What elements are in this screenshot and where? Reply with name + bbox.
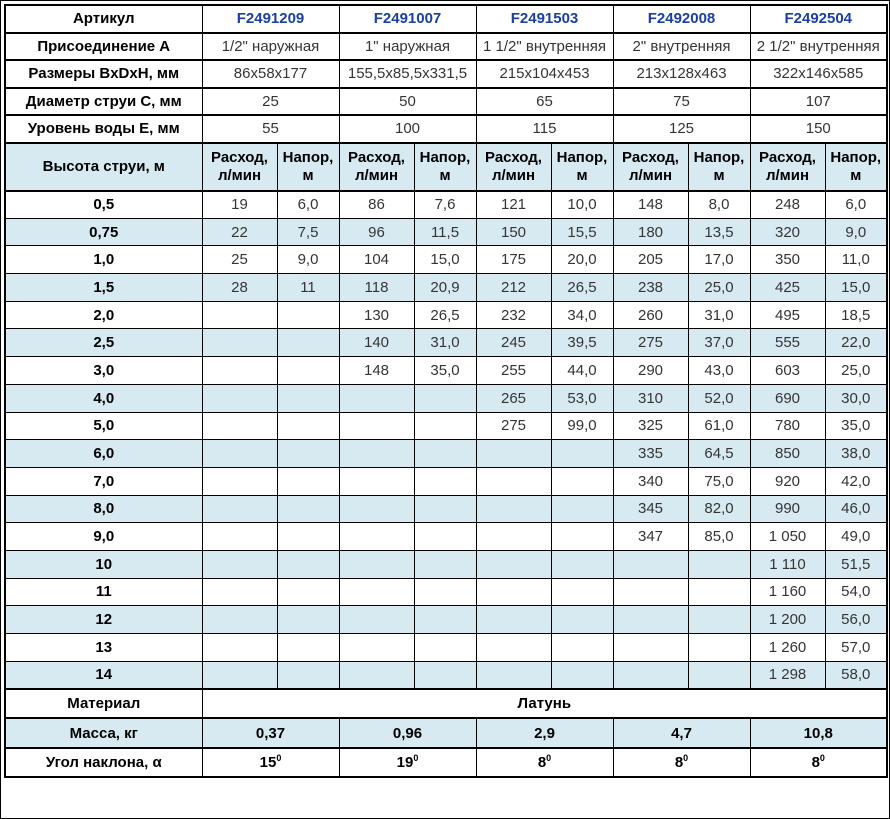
dimensions-value: 322x146x585 [750,60,887,88]
flow-cell: 275 [613,329,688,357]
mass-value: 10,8 [750,718,887,748]
flow-cell [202,578,277,606]
head-cell [277,467,339,495]
flow-column-header: Расход, л/мин [750,143,825,191]
flow-cell [476,606,551,634]
angle-value: $19^0$ [339,748,476,778]
jet-diameter-value: 65 [476,88,613,116]
connection-row-label: Присоединение A [5,33,202,61]
flow-column-header: Расход, л/мин [339,143,414,191]
dimensions-value: 215x104x453 [476,60,613,88]
column-header-row [5,143,887,191]
head-cell: 11,5 [414,218,476,246]
head-cell: 18,5 [825,301,887,329]
head-column-header: Напор, м [551,143,613,191]
flow-cell [202,467,277,495]
jet-height-value: 2,5 [5,329,202,357]
flow-cell: 1 050 [750,523,825,551]
jet-height-value: 4,0 [5,384,202,412]
flow-cell [476,661,551,689]
head-cell: 37,0 [688,329,750,357]
flow-cell [339,440,414,468]
jet-height-value: 7,0 [5,467,202,495]
head-cell [551,550,613,578]
flow-cell [613,606,688,634]
flow-cell [202,440,277,468]
head-column-header: Напор, м [825,143,887,191]
flow-cell: 425 [750,274,825,302]
head-cell: 25,0 [688,274,750,302]
flow-cell: 340 [613,467,688,495]
flow-cell: 212 [476,274,551,302]
connection-value: 1/2" наружная [202,33,339,61]
flow-cell: 205 [613,246,688,274]
head-cell [551,661,613,689]
jet-height-value: 8,0 [5,495,202,523]
head-cell [414,467,476,495]
jet-height-value: 1,5 [5,274,202,302]
flow-cell [339,550,414,578]
head-cell: 39,5 [551,329,613,357]
head-cell: 26,5 [551,274,613,302]
flow-cell: 265 [476,384,551,412]
head-cell [277,578,339,606]
flow-cell: 350 [750,246,825,274]
flow-cell: 180 [613,218,688,246]
jet-diameter-value: 75 [613,88,750,116]
head-cell: 25,0 [825,357,887,385]
flow-cell [202,412,277,440]
head-column-header: Напор, м [414,143,476,191]
flow-cell: 96 [339,218,414,246]
flow-cell: 86 [339,191,414,219]
article-number: F2492504 [750,5,887,33]
head-cell: 51,5 [825,550,887,578]
jet-height-value: 2,0 [5,301,202,329]
mass-row-label: Масса, кг [5,718,202,748]
jet-height-value: 13 [5,634,202,662]
data-row [5,523,887,551]
material-row-label: Материал [5,689,202,719]
flow-cell [339,634,414,662]
jet-height-value: 10 [5,550,202,578]
head-cell: 11 [277,274,339,302]
flow-cell [202,357,277,385]
head-cell: 15,5 [551,218,613,246]
head-cell [277,495,339,523]
jet-height-value: 5,0 [5,412,202,440]
head-cell [688,661,750,689]
water-level-value: 55 [202,115,339,143]
flow-cell: 290 [613,357,688,385]
head-cell: 53,0 [551,384,613,412]
head-cell [414,634,476,662]
head-cell [414,523,476,551]
head-cell [551,440,613,468]
flow-cell [339,412,414,440]
mass-value: 2,9 [476,718,613,748]
article-number: F2492008 [613,5,750,33]
jet-diameter-row-label: Диаметр струи C, мм [5,88,202,116]
head-cell: 31,0 [688,301,750,329]
flow-cell [476,440,551,468]
jet-height-value: 0,75 [5,218,202,246]
head-cell [551,495,613,523]
head-cell: 38,0 [825,440,887,468]
flow-cell [613,550,688,578]
connection-value: 2" внутренняя [613,33,750,61]
flow-cell: 150 [476,218,551,246]
mass-value: 0,96 [339,718,476,748]
flow-cell: 920 [750,467,825,495]
dimensions-value: 86x58x177 [202,60,339,88]
flow-cell: 690 [750,384,825,412]
flow-head-data-block [5,191,887,689]
flow-cell: 238 [613,274,688,302]
flow-cell: 25 [202,246,277,274]
flow-cell [339,606,414,634]
angle-value: $15^0$ [202,748,339,778]
connection-value: 1 1/2" внутренняя [476,33,613,61]
head-cell: 22,0 [825,329,887,357]
head-cell: 9,0 [277,246,339,274]
angle-value: $8^0$ [750,748,887,778]
flow-cell [339,523,414,551]
head-cell: 20,0 [551,246,613,274]
flow-cell [476,467,551,495]
head-cell: 57,0 [825,634,887,662]
flow-cell: 1 260 [750,634,825,662]
head-cell: 26,5 [414,301,476,329]
flow-cell [202,384,277,412]
flow-cell: 104 [339,246,414,274]
head-cell: 7,6 [414,191,476,219]
flow-cell: 248 [750,191,825,219]
flow-cell [202,329,277,357]
flow-cell: 325 [613,412,688,440]
head-cell [277,634,339,662]
head-cell [277,301,339,329]
data-row [5,412,887,440]
head-cell [414,440,476,468]
degree-superscript: 0 [819,753,825,764]
flow-cell: 28 [202,274,277,302]
article-number: F2491503 [476,5,613,33]
jet-height-value: 14 [5,661,202,689]
flow-cell [613,661,688,689]
head-cell [414,606,476,634]
flow-cell: 118 [339,274,414,302]
angle-row-label: Угол наклона, α [5,748,202,778]
head-cell: 6,0 [277,191,339,219]
water-level-value: 125 [613,115,750,143]
mass-value: 0,37 [202,718,339,748]
dimensions-row-label: Размеры ВxDxH, мм [5,60,202,88]
head-cell [688,550,750,578]
flow-cell: 320 [750,218,825,246]
flow-cell [202,634,277,662]
data-row [5,495,887,523]
flow-cell: 260 [613,301,688,329]
flow-cell: 990 [750,495,825,523]
head-cell: 99,0 [551,412,613,440]
flow-cell [339,495,414,523]
head-cell [414,384,476,412]
head-cell: 15,0 [825,274,887,302]
dimensions-value: 155,5x85,5x331,5 [339,60,476,88]
head-cell [414,550,476,578]
material-value: Латунь [202,689,887,719]
connection-row [5,33,887,61]
flow-cell: 1 160 [750,578,825,606]
data-row [5,329,887,357]
flow-column-header: Расход, л/мин [476,143,551,191]
flow-cell [476,634,551,662]
head-cell [277,329,339,357]
head-cell: 44,0 [551,357,613,385]
flow-cell: 310 [613,384,688,412]
jet-height-value: 6,0 [5,440,202,468]
head-column-header: Напор, м [277,143,339,191]
head-cell: 35,0 [414,357,476,385]
flow-cell: 1 110 [750,550,825,578]
head-cell [277,440,339,468]
water-level-value: 115 [476,115,613,143]
article-row-label: Артикул [5,5,202,33]
jet-height-value: 12 [5,606,202,634]
head-cell: 52,0 [688,384,750,412]
jet-height-header: Высота струи, м [5,143,202,191]
mass-row [5,718,887,748]
water-level-row [5,115,887,143]
head-cell: 10,0 [551,191,613,219]
head-cell: 7,5 [277,218,339,246]
flow-cell [202,661,277,689]
flow-cell: 140 [339,329,414,357]
data-row [5,384,887,412]
water-level-value: 100 [339,115,476,143]
head-cell: 49,0 [825,523,887,551]
head-cell [414,661,476,689]
data-row [5,274,887,302]
head-cell: 54,0 [825,578,887,606]
article-number: F2491209 [202,5,339,33]
data-row [5,467,887,495]
data-row [5,301,887,329]
head-cell: 43,0 [688,357,750,385]
article-row [5,5,887,33]
data-row [5,357,887,385]
data-row [5,440,887,468]
jet-diameter-row [5,88,887,116]
flow-cell [476,578,551,606]
flow-cell [476,523,551,551]
flow-cell [202,606,277,634]
flow-cell [202,550,277,578]
degree-superscript: 0 [413,753,419,764]
head-cell: 15,0 [414,246,476,274]
flow-cell: 121 [476,191,551,219]
jet-diameter-value: 25 [202,88,339,116]
head-cell: 17,0 [688,246,750,274]
head-cell [688,634,750,662]
nozzle-spec-table [4,4,888,778]
head-cell: 75,0 [688,467,750,495]
jet-height-value: 3,0 [5,357,202,385]
mass-value: 4,7 [613,718,750,748]
degree-superscript: 0 [276,753,282,764]
head-cell: 58,0 [825,661,887,689]
head-cell [551,523,613,551]
head-cell: 46,0 [825,495,887,523]
flow-cell: 335 [613,440,688,468]
degree-superscript: 0 [683,753,689,764]
head-cell: 85,0 [688,523,750,551]
flow-cell [476,550,551,578]
flow-column-header: Расход, л/мин [202,143,277,191]
flow-cell [613,634,688,662]
head-cell: 11,0 [825,246,887,274]
data-row [5,661,887,689]
flow-cell [339,578,414,606]
flow-cell: 19 [202,191,277,219]
flow-cell: 148 [339,357,414,385]
head-cell [551,634,613,662]
flow-cell: 345 [613,495,688,523]
head-cell: 42,0 [825,467,887,495]
footer-spec-block [5,689,887,778]
flow-cell: 255 [476,357,551,385]
degree-superscript: 0 [546,753,552,764]
flow-cell: 245 [476,329,551,357]
head-cell: 64,5 [688,440,750,468]
head-cell: 6,0 [825,191,887,219]
jet-height-value: 9,0 [5,523,202,551]
head-cell: 30,0 [825,384,887,412]
head-cell [688,606,750,634]
flow-cell: 22 [202,218,277,246]
jet-diameter-value: 107 [750,88,887,116]
flow-cell [202,495,277,523]
head-cell: 31,0 [414,329,476,357]
jet-diameter-value: 50 [339,88,476,116]
flow-cell: 130 [339,301,414,329]
connection-value: 2 1/2" внутренняя [750,33,887,61]
data-row [5,550,887,578]
head-column-header: Напор, м [688,143,750,191]
head-cell [414,495,476,523]
angle-row [5,748,887,778]
flow-cell [339,661,414,689]
angle-value: $8^0$ [613,748,750,778]
head-cell: 9,0 [825,218,887,246]
flow-cell: 850 [750,440,825,468]
flow-cell: 1 200 [750,606,825,634]
data-row [5,606,887,634]
jet-height-value: 11 [5,578,202,606]
data-row [5,634,887,662]
flow-cell: 275 [476,412,551,440]
flow-cell: 603 [750,357,825,385]
head-cell [551,467,613,495]
flow-cell [476,495,551,523]
head-cell: 82,0 [688,495,750,523]
flow-cell: 232 [476,301,551,329]
flow-cell [613,578,688,606]
dimensions-value: 213x128x463 [613,60,750,88]
jet-height-value: 0,5 [5,191,202,219]
data-row [5,246,887,274]
dimensions-row [5,60,887,88]
flow-cell: 780 [750,412,825,440]
header-spec-block [5,5,887,191]
head-cell [551,606,613,634]
head-cell [277,384,339,412]
flow-cell: 175 [476,246,551,274]
data-row [5,191,887,219]
head-cell [277,357,339,385]
head-cell [277,606,339,634]
head-cell [277,412,339,440]
head-cell [277,550,339,578]
flow-cell: 495 [750,301,825,329]
angle-value: $8^0$ [476,748,613,778]
water-level-value: 150 [750,115,887,143]
head-cell [414,578,476,606]
flow-cell: 347 [613,523,688,551]
material-row [5,689,887,719]
head-cell [414,412,476,440]
head-cell: 34,0 [551,301,613,329]
head-cell [277,661,339,689]
head-cell [277,523,339,551]
flow-cell: 148 [613,191,688,219]
head-cell [688,578,750,606]
head-cell: 35,0 [825,412,887,440]
head-cell: 61,0 [688,412,750,440]
jet-height-value: 1,0 [5,246,202,274]
data-row [5,218,887,246]
flow-column-header: Расход, л/мин [613,143,688,191]
water-level-row-label: Уровень воды E, мм [5,115,202,143]
data-row [5,578,887,606]
head-cell: 8,0 [688,191,750,219]
head-cell: 13,5 [688,218,750,246]
head-cell: 20,9 [414,274,476,302]
flow-cell [202,301,277,329]
head-cell: 56,0 [825,606,887,634]
head-cell [551,578,613,606]
article-number: F2491007 [339,5,476,33]
flow-cell: 1 298 [750,661,825,689]
flow-cell [202,523,277,551]
flow-cell [339,384,414,412]
flow-cell: 555 [750,329,825,357]
flow-cell [339,467,414,495]
connection-value: 1" наружная [339,33,476,61]
